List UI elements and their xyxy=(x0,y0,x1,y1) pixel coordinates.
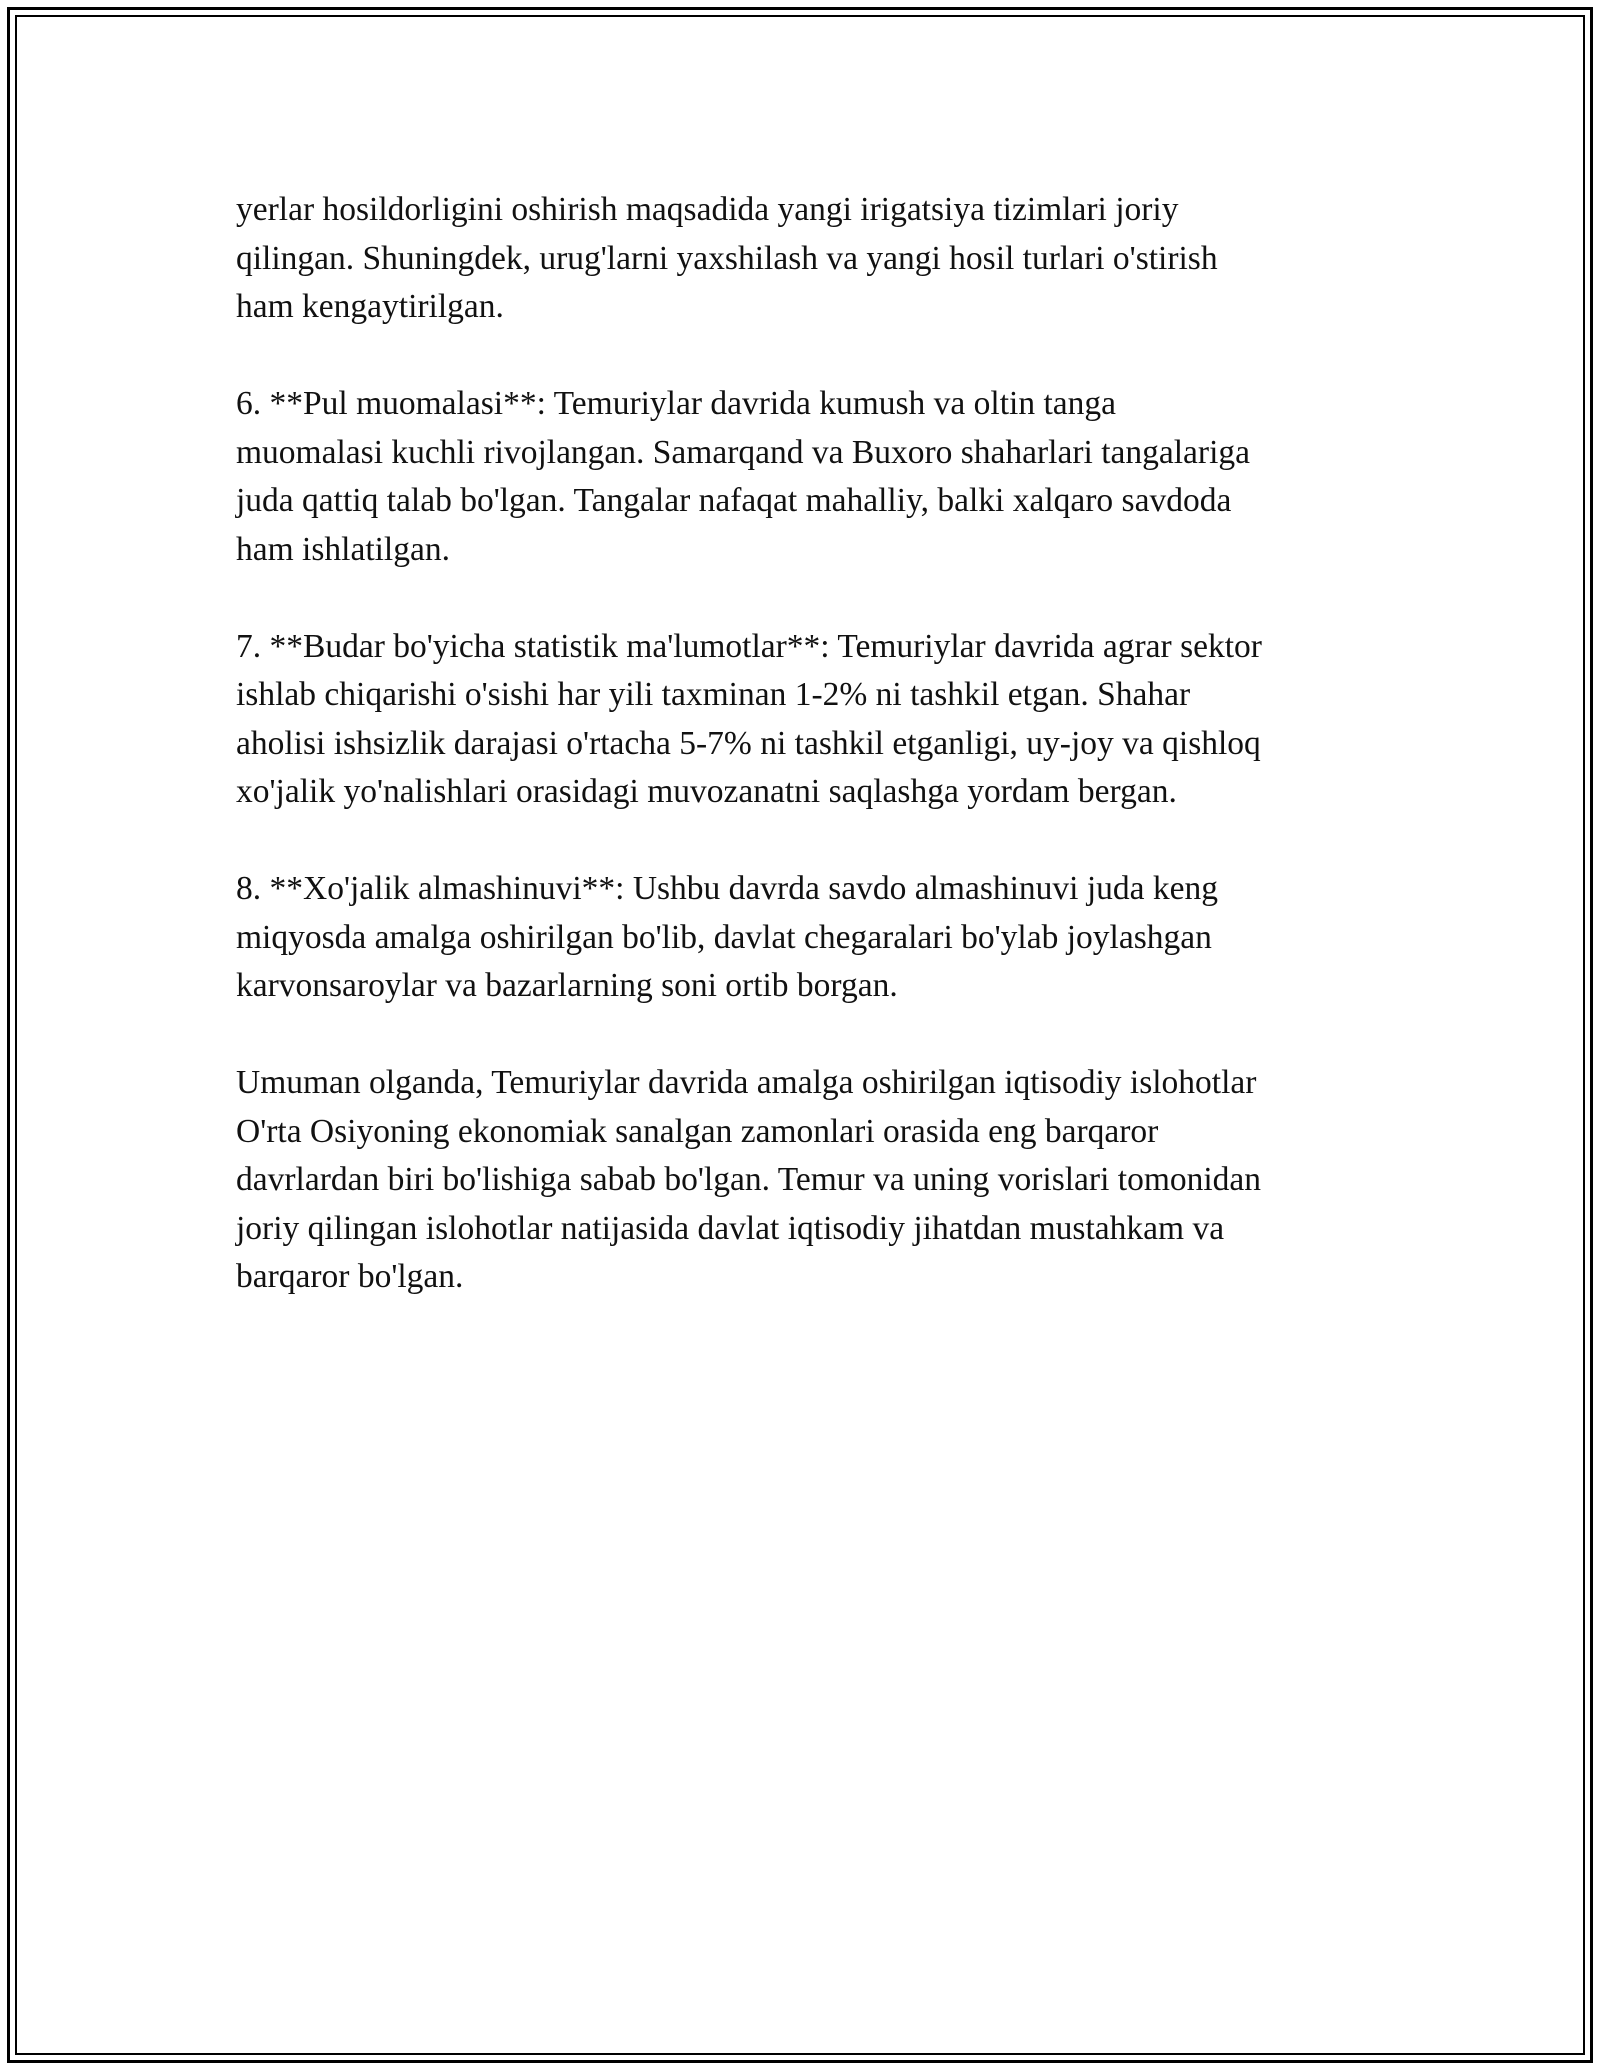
paragraph-item-6: 6. **Pul muomalasi**: Temuriylar davrida kumush va oltin tanga muomalasi kuchli rivojlangan. Samarqand va Buxoro shaharlari tangalariga juda qattiq talab bo'lgan. Tangalar nafaqat mahalliy, balki xalqaro savdoda ham ishlatilgan. xyxy=(236,385,1250,568)
paragraph-item-7: 7. **Budar bo'yicha statistik ma'lumotlar**: Temuriylar davrida agrar sektor ishlab chiqarishi o'sishi har yili taxminan 1-2% ni tashkil etgan. Shahar aholisi ishsizlik darajasi o'rtacha 5-7% ni tashkil etganligi, uy-joy va qishloq xo'jalik yo'nalishlari orasidagi muvozanatni saqlashga yordam bergan. xyxy=(236,627,1262,810)
document-body xyxy=(236,186,1366,1350)
paragraph-conclusion: Umuman olganda, Temuriylar davrida amalga oshirilgan iqtisodiy islohotlar O'rta Osiyoning ekonomiak sanalgan zamonlari orasida eng barqaror davrlardan biri bo'lishiga sabab bo'lgan. Temur va uning vorislari tomonidan joriy qilingan islohotlar natijasida davlat iqtisodiy jihatdan mustahkam va barqaror bo'lgan. xyxy=(236,1064,1262,1295)
paragraph-item-8: 8. **Xo'jalik almashinuvi**: Ushbu davrda savdo almashinuvi juda keng miqyosda amalga oshirilgan bo'lib, davlat chegaralari bo'ylab joylashgan karvonsaroylar va bazarlarning soni ortib borgan. xyxy=(236,870,1219,1004)
paragraph-continuation: yerlar hosildorligini oshirish maqsadida yangi irigatsiya tizimlari joriy qilingan. Shuningdek, urug'larni yaxshilash va yangi hosil turlari o'stirish ham kengaytirilgan. xyxy=(236,191,1218,325)
